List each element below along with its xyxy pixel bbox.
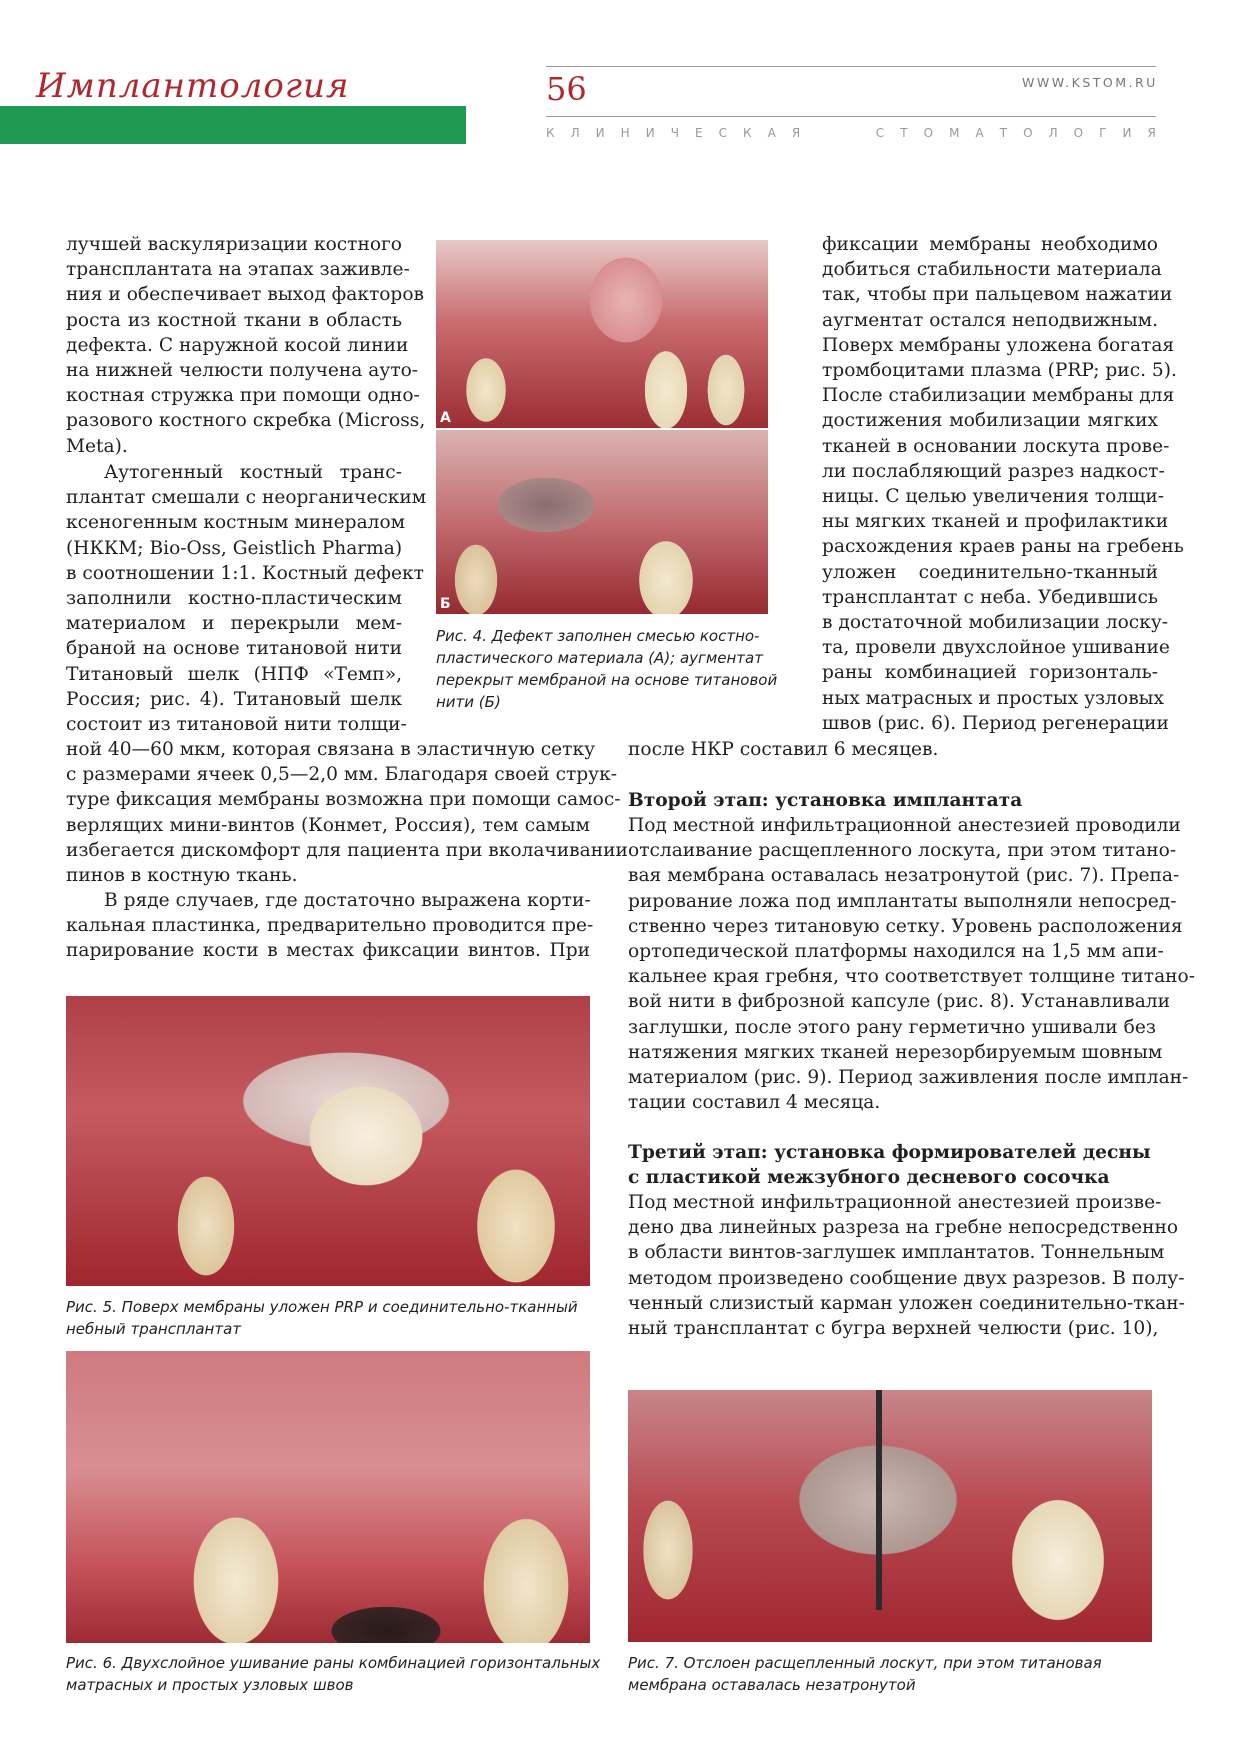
journal-letter: Л	[1048, 126, 1058, 140]
text-line: достижения мобилизации мягких	[822, 410, 1158, 432]
journal-letter: Ч	[670, 126, 679, 140]
text-line: натяжения мягких тканей нерезорбируемым шовным	[628, 1041, 1163, 1063]
text-line: в области винтов-заглушек имплантатов. Тоннельным	[628, 1242, 1165, 1264]
journal-letter: Л	[570, 126, 580, 140]
figure-6-caption	[66, 1652, 601, 1696]
left-paragraph-2-continued	[66, 737, 628, 888]
text-line: методом произведено сообщение двух разрезов. В полу-	[628, 1267, 1185, 1289]
text-line: заглушки, после этого рану герметично ушивали без	[628, 1016, 1156, 1038]
figure-5-caption	[66, 1296, 590, 1340]
section-color-bar	[0, 106, 466, 144]
text-line: верлящих мини-винтов (Конмет, Россия), тем самым	[66, 814, 590, 836]
right-paragraph-3	[628, 1190, 1185, 1341]
journal-letter: Е	[694, 126, 703, 140]
text-line: трансплантата на этапах заживле-	[66, 259, 410, 281]
journal-letter: А	[767, 126, 776, 140]
heading-line: с пластикой межзубного десневого сосочка	[628, 1167, 1110, 1189]
caption-line: нити (Б)	[436, 693, 501, 711]
caption-line: Рис. 7. Отслоен расщепленный лоскут, при этом титановая	[628, 1654, 1102, 1672]
caption-line: перекрыт мембраной на основе титановой	[436, 671, 778, 689]
text-line: материалом (рис. 9). Период заживления после имплан-	[628, 1067, 1189, 1089]
text-line: ный трансплантат с бугра верхней челюсти (рис. 10),	[628, 1318, 1159, 1340]
journal-letter: И	[595, 126, 605, 140]
text-line: в достаточной мобилизации лоску-	[822, 612, 1169, 634]
text-line: ных матрасных и простых узловых	[822, 687, 1164, 709]
journal-letter	[856, 126, 860, 140]
text-line: туре фиксация мембраны возможна при помощи самос-	[66, 789, 621, 811]
text-line: В ряде случаев, где достаточно выражена корти-	[104, 890, 591, 911]
figure-4b-photo	[436, 430, 768, 614]
text-line: вая мембрана оставалась незатронутой (рис. 7). Препа-	[628, 865, 1180, 887]
journal-letter	[816, 126, 820, 140]
text-line: ли послабляющий разрез надкост-	[822, 460, 1165, 482]
text-line: (НККМ; Bio-Oss, Geistlich Pharma)	[66, 537, 403, 559]
text-line: Россия; рис. 4). Титановый шелк	[66, 688, 402, 710]
heading-third-stage	[628, 1140, 1156, 1190]
text-line: раны комбинацией горизонталь-	[822, 662, 1158, 684]
text-line: ницы. С целью увеличения толщи-	[822, 486, 1165, 508]
journal-letter: О	[923, 126, 934, 140]
text-line: заполнили костно-пластическим	[66, 588, 402, 610]
text-line: отслаивание расщепленного лоскута, при этом титано-	[628, 840, 1177, 862]
text-line: ственно через титановую сетку. Уровень расположения	[628, 915, 1183, 937]
text-line: так, чтобы при пальцевом нажатии	[822, 284, 1173, 306]
right-paragraph-2	[628, 813, 1196, 1115]
journal-letter: С	[718, 126, 727, 140]
left-paragraph-2	[66, 460, 427, 737]
text-line: ксеногенным костным минералом	[66, 512, 406, 534]
text-line: ны мягких тканей и профилактики	[822, 511, 1169, 533]
header-top-rule	[546, 66, 1156, 67]
journal-letter: К	[546, 126, 555, 140]
heading-line: Третий этап: установка формирователей десны	[628, 1142, 1151, 1163]
heading-second-stage: Второй этап: установка имплантата	[628, 790, 1023, 811]
text-line: уложен соединительно-тканный	[822, 561, 1158, 583]
journal-letter: И	[645, 126, 655, 140]
text-line: ортопедической платформы находился на 1,5 мм апи-	[628, 941, 1164, 963]
text-line: роста из костной ткани в область	[66, 309, 402, 331]
journal-letter: Я	[1147, 126, 1156, 140]
left-paragraph-3	[66, 888, 594, 964]
figure-4b-label: Б	[440, 596, 451, 612]
journal-letter	[836, 126, 840, 140]
journal-letter: А	[975, 126, 984, 140]
journal-letter: О	[1023, 126, 1033, 140]
journal-letter: Г	[1099, 126, 1107, 140]
journal-letter: О	[1073, 126, 1084, 140]
text-line: кальная пластинка, предварительно проводится пре-	[66, 915, 594, 937]
left-paragraph-1	[66, 232, 426, 459]
text-line: аугментат остался неподвижным.	[822, 309, 1159, 331]
journal-name	[546, 126, 1156, 140]
figure-7-caption	[628, 1652, 1156, 1696]
journal-letter: И	[1122, 126, 1132, 140]
text-line: с размерами ячеек 0,5—2,0 мм. Благодаря своей струк-	[66, 764, 618, 786]
text-line: швов (рис. 6). Период регенерации	[822, 712, 1169, 734]
text-line: ния и обеспечивает выход факторов	[66, 284, 424, 306]
text-line: в соотношении 1:1. Костный дефект	[66, 562, 424, 584]
journal-letter: Т	[999, 126, 1008, 140]
text-line: Титановый шелк (НПФ «Темп»,	[66, 663, 402, 685]
right-paragraph-1-last-line: после НКР составил 6 месяцев.	[628, 739, 939, 760]
text-line: браной на основе титановой нити	[66, 638, 402, 660]
text-line: разового костного скребка (Micross,	[66, 410, 426, 432]
text-line: на нижней челюсти получена ауто-	[66, 360, 419, 382]
text-line: Поверх мембраны уложена богатая	[822, 334, 1175, 356]
text-line: парирование кости в местах фиксации винтов. При	[66, 940, 590, 962]
text-line: фиксации мембраны необходимо	[822, 234, 1158, 255]
journal-letter: С	[875, 126, 885, 140]
text-line: добиться стабильности материала	[822, 259, 1162, 281]
journal-letter: Н	[620, 126, 630, 140]
text-line: пинов в костную ткань.	[66, 865, 298, 887]
text-line: трансплантат с неба. Убедившись	[822, 586, 1158, 608]
text-line: кальнее края гребня, что соответствует толщине титано-	[628, 966, 1196, 988]
journal-letter: Я	[791, 126, 801, 140]
caption-line: пластического материала (А); аугментат	[436, 649, 763, 667]
text-line: ной 40—60 мкм, которая связана в эластичную сетку	[66, 739, 596, 760]
text-line: костная стружка при помощи одно-	[66, 385, 420, 407]
journal-letter: Т	[900, 126, 908, 140]
caption-line: небный трансплантат	[66, 1320, 242, 1338]
page-number: 56	[546, 70, 587, 108]
text-line: Meta).	[66, 435, 128, 457]
figure-7-photo	[628, 1390, 1152, 1642]
journal-letter: К	[743, 126, 752, 140]
periodontal-probe	[876, 1390, 882, 1610]
text-line: дено два линейных разреза на гребне непосредственно	[628, 1217, 1179, 1239]
caption-line: Рис. 5. Поверх мембраны уложен PRP и соединительно-тканный	[66, 1298, 578, 1316]
text-line: расхождения краев раны на гребень	[822, 536, 1184, 558]
caption-line: Рис. 6. Двухслойное ушивание раны комбинацией горизонтальных	[66, 1654, 601, 1672]
caption-line: матрасных и простых узловых швов	[66, 1676, 354, 1694]
text-line: вой нити в фиброзной капсуле (рис. 8). Устанавливали	[628, 991, 1170, 1013]
right-paragraph-1	[822, 232, 1184, 736]
text-line: материалом и перекрыли мем-	[66, 613, 402, 635]
figure-5-photo	[66, 996, 590, 1286]
text-line: состоит из титановой нити толщи-	[66, 714, 407, 736]
website-link[interactable]: WWW.KSTOM.RU	[1022, 75, 1158, 90]
figure-4a-label: А	[440, 410, 451, 426]
figure-6-photo	[66, 1351, 590, 1643]
text-line: лучшей васкуляризации костного	[66, 234, 402, 255]
text-line: тромбоцитами плазма (PRP; рис. 5).	[822, 360, 1177, 382]
text-line: рирование ложа под имплантаты выполняли непосред-	[628, 890, 1177, 912]
section-title: Имплантология	[36, 66, 350, 106]
caption-line: Рис. 4. Дефект заполнен смесью костно-	[436, 627, 760, 645]
text-line: Под местной инфильтрационной анестезией проводили	[628, 815, 1181, 836]
text-line: ченный слизистый карман уложен соединительно-ткан-	[628, 1292, 1185, 1314]
text-line: тации составил 4 месяца.	[628, 1092, 881, 1114]
figure-4-caption	[436, 625, 776, 713]
figure-4a-photo	[436, 240, 768, 428]
text-line: После стабилизации мембраны для	[822, 385, 1175, 407]
text-line: та, провели двухслойное ушивание	[822, 637, 1170, 659]
header-mid-rule	[546, 116, 1156, 117]
text-line: плантат смешали с неорганическим	[66, 487, 427, 509]
text-line: Под местной инфильтрационной анестезией произве-	[628, 1192, 1162, 1213]
text-line: избегается дискомфорт для пациента при вколачивании	[66, 839, 628, 861]
text-line: дефекта. С наружной косой линии	[66, 334, 409, 356]
journal-letter: М	[949, 126, 960, 140]
caption-line: мембрана оставалась незатронутой	[628, 1676, 916, 1694]
text-line: тканей в основании лоскута прове-	[822, 435, 1170, 457]
text-line: Аутогенный костный транс-	[104, 462, 402, 483]
